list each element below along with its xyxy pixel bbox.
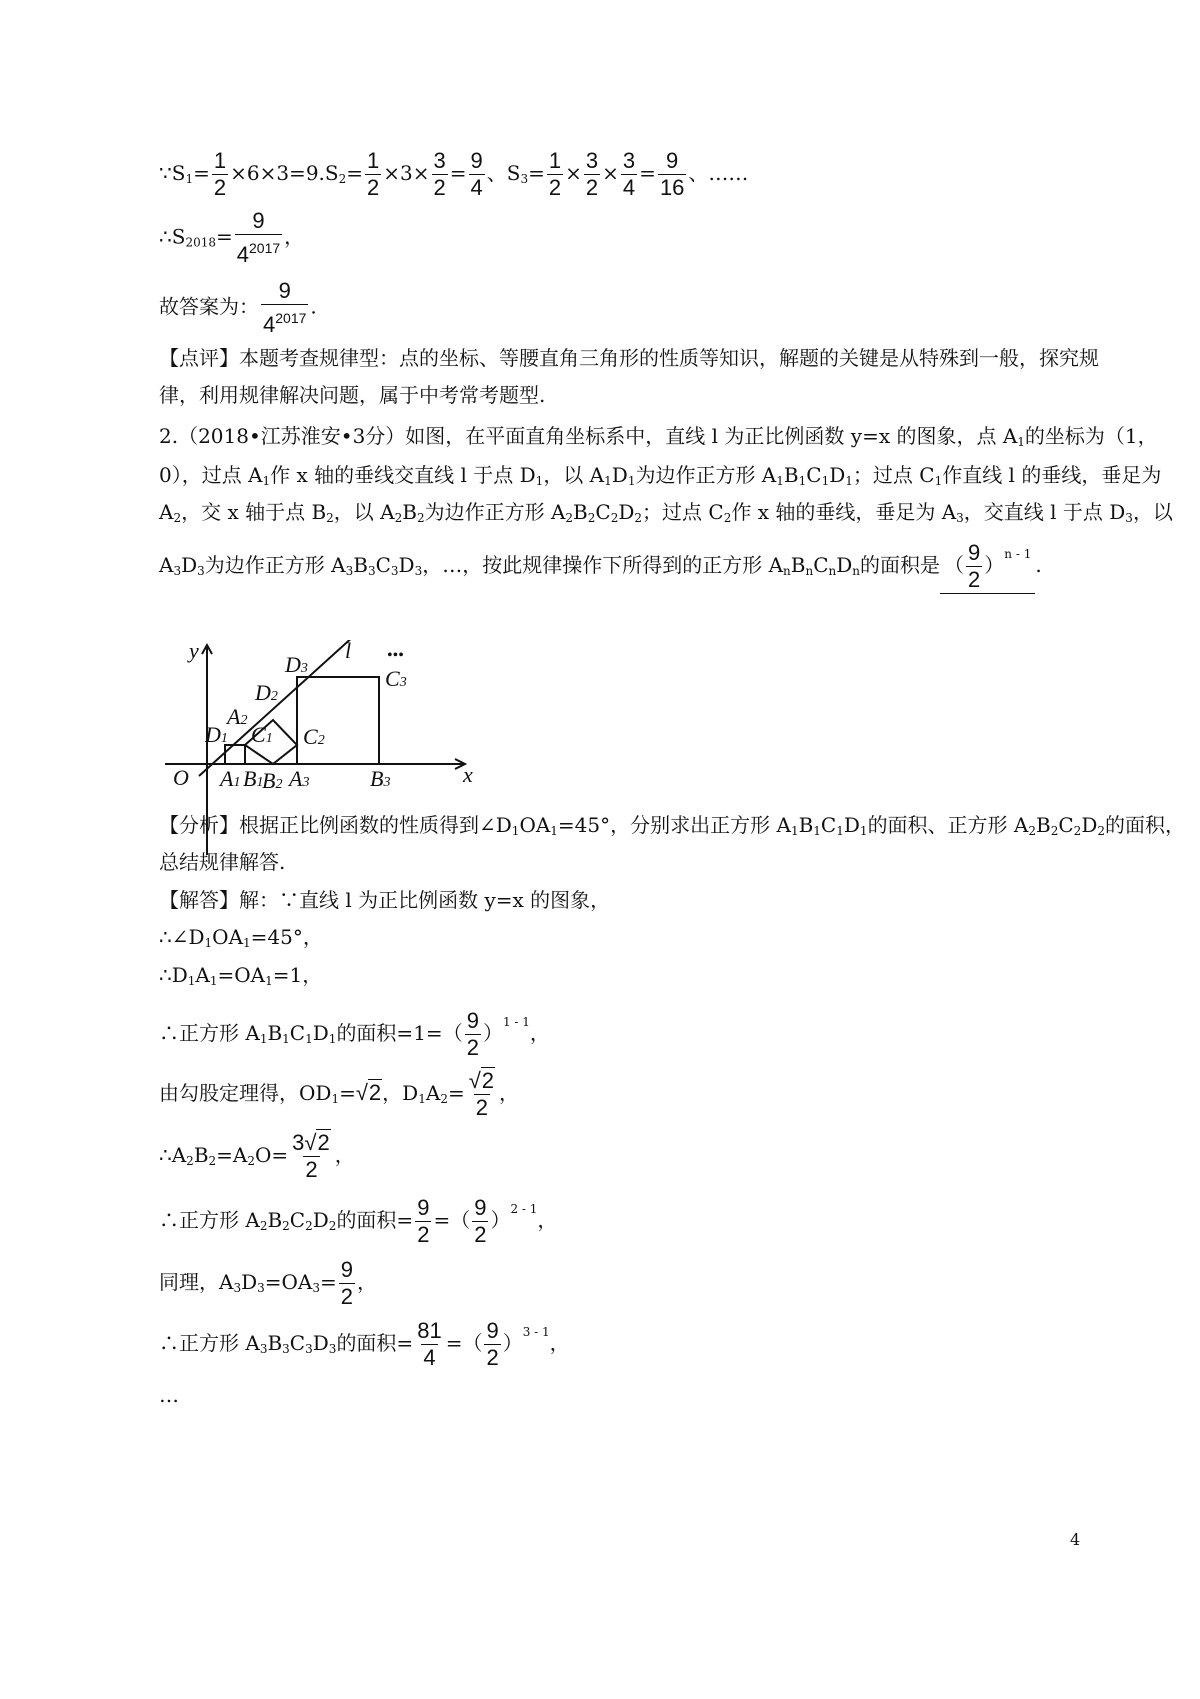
label-dots: •••	[387, 647, 404, 664]
line-1: $\because S_1=$ $\frac{1}{2}$ $\times 6\times 3=9.S_2=$ $\frac{1}{2}$ ×3× $\frac{3}{2}$ = $\frac{9}{4}$ 、$S_3=$ $\frac{1}{2}$ × $\frac{3}{2}$ × $\frac{3}{4}$ = $\frac{9}{16}$ 、……	[159, 148, 749, 200]
line-2: $\therefore S_{2018}=$ $\frac{9}{4^{2017}}$ ，	[159, 208, 305, 267]
label-C2: C2	[303, 724, 325, 749]
square-1	[225, 745, 245, 764]
fraction-nine-over-power: $\frac{9}{4^{2017}}$	[236, 208, 281, 267]
solution-line-8: 同理，$A_3D_3=OA_3=$ $\frac{9}{2}$ ，	[159, 1257, 378, 1309]
line-3: 故答案为： $\frac{9}{4^{2017}}$ .	[159, 278, 317, 337]
ellipsis-line: …	[159, 1383, 179, 1407]
sqrt-two: √2	[355, 1080, 382, 1105]
label-O: O	[173, 765, 189, 790]
fraction-half: $\frac{1}{2}$	[548, 148, 562, 200]
label-l: l	[345, 640, 352, 663]
problem-line-1: 2.（2018•江苏淮安•3分）如图，在平面直角坐标系中，直线 l 为正比例函数 y=x 的图象，点 $A_1$的坐标为（1，	[159, 424, 1158, 449]
fraction-nine-sixteenths: $\frac{9}{16}$	[659, 148, 685, 200]
label-A3: A3	[289, 766, 310, 791]
review-line-1: 【点评】本题考查规律型：点的坐标、等腰直角三角形的性质等知识，解题的关键是从特殊到一般，探究规	[159, 346, 1099, 370]
solution-line-6: $\therefore A_2B_2=A_2O=$ $\frac{3√2}{2}$ ，	[159, 1130, 355, 1182]
label-B3: B3	[370, 766, 391, 791]
label-A1: A1	[220, 766, 241, 791]
solution-line-2: $\therefore\angle D_1OA_1=45^\circ$，	[159, 925, 323, 950]
label-x: x	[463, 762, 473, 787]
solution-line-4: ∴正方形 $A_1B_1C_1D_1$的面积=1=（ $\frac{9}{2}$ ）$^{1 - 1}$，	[159, 1008, 550, 1060]
problem-line-4: $A_3D_3$为边作正方形 $A_3B_3C_3D_3$，…，按此规律操作下所得到的正方形 $A_nB_nC_nD_n$的面积是 （ $\frac{9}{2}$ ）$^{n - 1}$ .	[159, 540, 1042, 592]
problem-line-3: $A_2$，交 x 轴于点 $B_2$，以 $A_2B_2$为边作正方形 $A_2B_2C_2D_2$；过点 $C_2$作 x 轴的垂线，垂足为 $A_3$，交直线 l 于点 $D_3$，以	[159, 500, 1173, 525]
label-C3: C3	[385, 666, 407, 691]
fraction-answer: $\frac{9}{4^{2017}}$	[263, 278, 307, 337]
fraction-nine-fourths: $\frac{9}{4}$	[470, 148, 483, 200]
fraction-three-fourths: $\frac{3}{4}$	[622, 148, 636, 200]
solution-line-5: 由勾股定理得，$OD_1=√2$，$D_1A_2=$ $\frac{√2}{2}$ ，	[159, 1068, 520, 1120]
review-line-2: 律，利用规律解决问题，属于中考常考题型.	[159, 383, 546, 407]
square-3	[297, 677, 379, 764]
fraction-half: $\frac{1}{2}$	[213, 148, 227, 200]
fraction-three-halves: $\frac{3}{2}$	[585, 148, 599, 200]
label-B1: B1	[243, 766, 264, 791]
label-D3: D3	[285, 652, 308, 677]
solution-line-1: 【解答】解：∵直线 l 为正比例函数 y=x 的图象，	[159, 888, 611, 912]
solution-line-7: ∴正方形 $A_2B_2C_2D_2$的面积= $\frac{9}{2}$ =（ $\frac{9}{2}$ ）$^{2 - 1}$，	[159, 1195, 558, 1247]
analysis-line-2: 总结规律解答.	[159, 850, 286, 874]
label-y: y	[189, 640, 199, 663]
label-C1: C1	[251, 722, 273, 747]
label-A2: A2	[227, 704, 248, 729]
label-D2: D2	[255, 680, 278, 705]
problem-line-2: 0），过点 $A_1$作 x 轴的垂线交直线 l 于点 $D_1$，以 $A_1D_1$为边作正方形 $A_1B_1C_1D_1$；过点 $C_1$作直线 l 的垂线，垂足为	[159, 463, 1162, 488]
solution-line-9: ∴正方形 $A_3B_3C_3D_3$的面积= $\frac{81}{4}$ =（ $\frac{9}{2}$ ）$^{3 - 1}$，	[159, 1318, 570, 1370]
fraction-three-halves: $\frac{3}{2}$	[433, 148, 446, 200]
analysis-line-1: 【分析】根据正比例函数的性质得到$\angle D_1OA_1=45^\circ$，分别求出正方形 $A_1B_1C_1D_1$的面积、正方形 $A_2B_2C_2D_2$的面积，	[159, 813, 1185, 838]
label-B2: B2	[262, 768, 283, 793]
line-l	[199, 640, 355, 776]
answer-blank: （ $\frac{9}{2}$ ）$^{n - 1}$	[940, 540, 1035, 594]
page-number: 4	[1070, 1530, 1081, 1549]
solution-line-3: $\therefore D_1A_1=OA_1=1$，	[159, 963, 323, 988]
fraction-half: $\frac{1}{2}$	[367, 148, 380, 200]
label-D1: D1	[205, 722, 228, 747]
